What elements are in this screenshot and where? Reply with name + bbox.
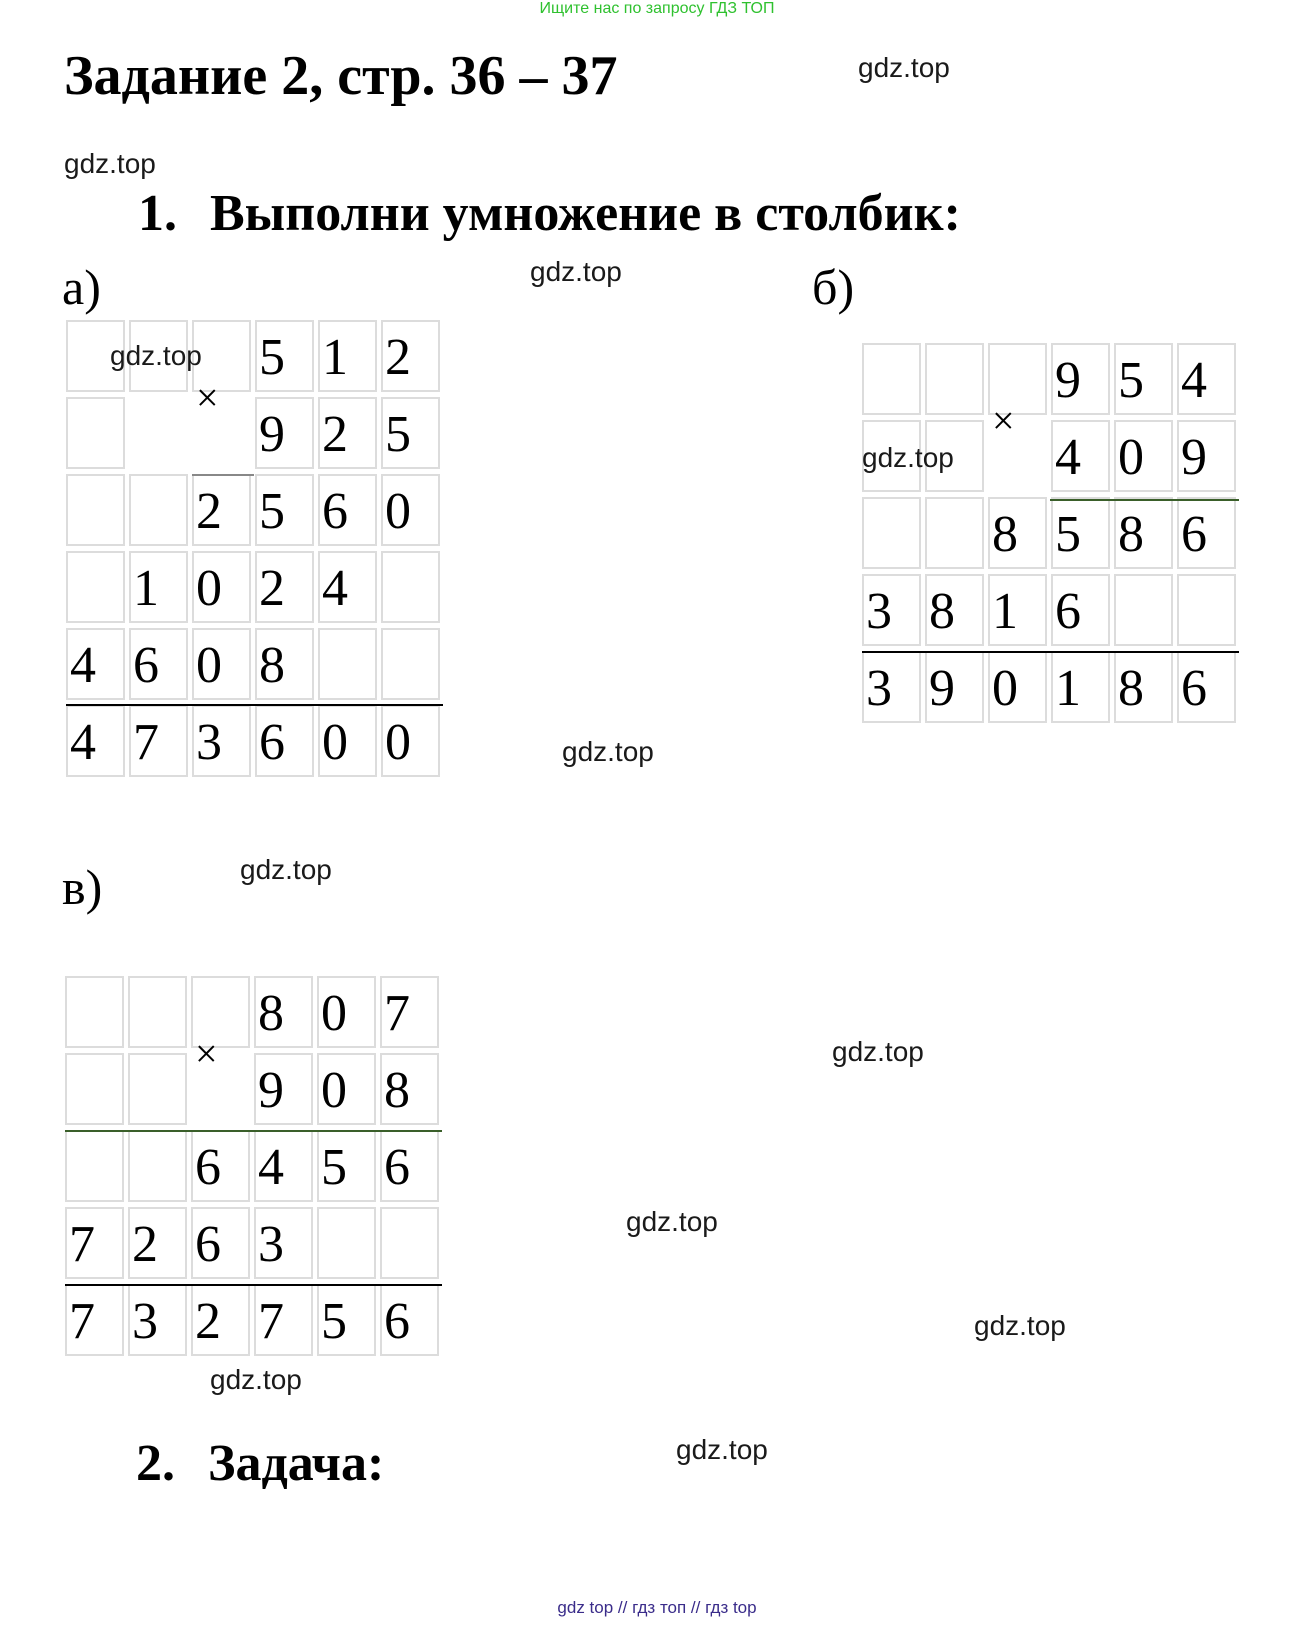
grid-cell-digit: 6	[318, 474, 377, 546]
grid-cell-digit: 1	[129, 551, 188, 623]
grid-cell-digit: 0	[988, 651, 1047, 723]
section-1-title: Выполни умножение в столбик:	[210, 185, 961, 242]
grid-cell-digit: 9	[925, 651, 984, 723]
grid-cell-digit: 2	[318, 397, 377, 469]
grid-cell-digit: 4	[66, 705, 125, 777]
grid-cell-digit: 5	[255, 474, 314, 546]
grid-cell-digit: 0	[192, 628, 251, 700]
grid-cell-digit: 6	[380, 1284, 439, 1356]
grid-cell-digit: 6	[191, 1207, 250, 1279]
watermark: gdz.top	[64, 148, 156, 179]
grid-cell-digit: 0	[381, 474, 440, 546]
grid-cell-digit: 6	[1177, 497, 1236, 569]
grid-cell-digit: 8	[1114, 651, 1173, 723]
grid-cell-digit: 5	[381, 397, 440, 469]
grid-cell-empty	[66, 474, 125, 546]
watermark: gdz.top	[858, 52, 950, 83]
grid-cell-digit: 8	[988, 497, 1047, 569]
grid-cell-empty	[129, 474, 188, 546]
label-b: б)	[812, 259, 855, 315]
grid-cell-digit: 8	[254, 976, 313, 1048]
top-banner[interactable]: Ищите нас по запросу ГДЗ ТОП	[539, 0, 775, 17]
grid-cell-empty	[128, 976, 187, 1048]
grid-cell-digit: 8	[1114, 497, 1173, 569]
grid-cell-digit: 7	[380, 976, 439, 1048]
grid-cell-digit: 1	[318, 320, 377, 392]
grid-cell-digit: 4	[254, 1130, 313, 1202]
section-2-number: 2.	[136, 1435, 175, 1492]
grid-cell-digit: 6	[129, 628, 188, 700]
grid-cell-digit: 2	[192, 474, 251, 546]
sum-line	[65, 1284, 442, 1286]
grid-cell-empty	[66, 397, 125, 469]
watermark: gdz.top	[626, 1206, 718, 1237]
label-a: а)	[62, 259, 101, 315]
grid-cell-digit: 0	[317, 976, 376, 1048]
grid-cell-digit: 9	[254, 1053, 313, 1125]
grid-cell-digit: 4	[1177, 343, 1236, 415]
grid-cell-empty	[925, 343, 984, 415]
product-line	[65, 1130, 442, 1132]
grid-cell-digit: 6	[255, 705, 314, 777]
grid-cell-empty	[380, 1207, 439, 1279]
grid-cell-empty	[65, 976, 124, 1048]
sum-line	[862, 651, 1239, 653]
grid-cell-empty	[66, 551, 125, 623]
grid-cell-digit: 4	[318, 551, 377, 623]
grid-cell-digit: 3	[862, 574, 921, 646]
grid-cell-empty	[128, 1053, 187, 1125]
grid-cell-digit: 4	[1051, 420, 1110, 492]
grid-cell-empty	[862, 497, 921, 569]
watermark: gdz.top	[110, 340, 202, 371]
grid-cell-digit: 2	[255, 551, 314, 623]
grid-cell-empty	[381, 628, 440, 700]
grid-cell-empty	[129, 397, 188, 469]
grid-cell-digit: 5	[317, 1284, 376, 1356]
footer-links[interactable]: gdz top // гдз топ // гдз top	[557, 1598, 757, 1617]
grid-cell-digit: 5	[1051, 497, 1110, 569]
watermark: gdz.top	[240, 854, 332, 885]
watermark: gdz.top	[832, 1036, 924, 1067]
multiplication-grid-b	[862, 343, 1239, 727]
grid-cell-digit: 5	[317, 1130, 376, 1202]
grid-cell-digit: 2	[128, 1207, 187, 1279]
grid-cell-empty	[128, 1130, 187, 1202]
grid-cell-digit: 0	[317, 1053, 376, 1125]
product-line	[1050, 499, 1239, 501]
section-2-title: Задача:	[208, 1435, 385, 1492]
grid-cell-digit: 3	[128, 1284, 187, 1356]
grid-cell-empty	[318, 628, 377, 700]
grid-cell-digit: 7	[254, 1284, 313, 1356]
divider	[192, 474, 254, 476]
grid-cell-digit: 6	[1177, 651, 1236, 723]
sum-line	[66, 704, 443, 706]
grid-cell-digit: 9	[1051, 343, 1110, 415]
grid-cell-digit: 9	[1177, 420, 1236, 492]
grid-cell-empty	[317, 1207, 376, 1279]
grid-cell-digit: 1	[1051, 651, 1110, 723]
multiplication-grid-a	[66, 320, 443, 780]
grid-cell-digit: 6	[1051, 574, 1110, 646]
grid-cell-empty	[862, 343, 921, 415]
grid-cell-digit: 4	[66, 628, 125, 700]
grid-cell-digit: 0	[381, 705, 440, 777]
label-v: в)	[62, 859, 103, 915]
grid-cell-digit: 0	[318, 705, 377, 777]
grid-cell-digit: 9	[255, 397, 314, 469]
grid-cell-digit: 8	[380, 1053, 439, 1125]
grid-cell-digit: 8	[255, 628, 314, 700]
grid-cell-digit: 8	[925, 574, 984, 646]
grid-cell-empty	[1114, 574, 1173, 646]
grid-cell-empty	[925, 497, 984, 569]
grid-cell-digit: 5	[1114, 343, 1173, 415]
multiply-sign: ×	[992, 398, 1015, 443]
grid-cell-digit: 0	[192, 551, 251, 623]
grid-cell-digit: 2	[381, 320, 440, 392]
grid-cell-empty	[1177, 574, 1236, 646]
grid-cell-digit: 6	[191, 1130, 250, 1202]
grid-cell-digit: 3	[254, 1207, 313, 1279]
watermark: gdz.top	[862, 442, 954, 473]
watermark: gdz.top	[530, 256, 622, 287]
grid-cell-digit: 3	[862, 651, 921, 723]
grid-cell-digit: 7	[129, 705, 188, 777]
grid-cell-digit: 7	[65, 1284, 124, 1356]
grid-cell-digit: 0	[1114, 420, 1173, 492]
grid-cell-empty	[381, 551, 440, 623]
grid-cell-digit: 3	[192, 705, 251, 777]
section-1-number: 1.	[138, 185, 177, 242]
watermark: gdz.top	[562, 736, 654, 767]
watermark: gdz.top	[210, 1364, 302, 1395]
multiplication-grid-v	[65, 976, 442, 1360]
grid-cell-digit: 2	[191, 1284, 250, 1356]
multiply-sign: ×	[196, 375, 219, 420]
grid-cell-digit: 6	[380, 1130, 439, 1202]
grid-cell-digit: 7	[65, 1207, 124, 1279]
multiply-sign: ×	[195, 1031, 218, 1076]
grid-cell-empty	[65, 1053, 124, 1125]
grid-cell-digit: 1	[988, 574, 1047, 646]
watermark: gdz.top	[974, 1310, 1066, 1341]
grid-cell-empty	[65, 1130, 124, 1202]
page-title: Задание 2, стр. 36 – 37	[64, 45, 618, 107]
watermark: gdz.top	[676, 1434, 768, 1465]
grid-cell-digit: 5	[255, 320, 314, 392]
